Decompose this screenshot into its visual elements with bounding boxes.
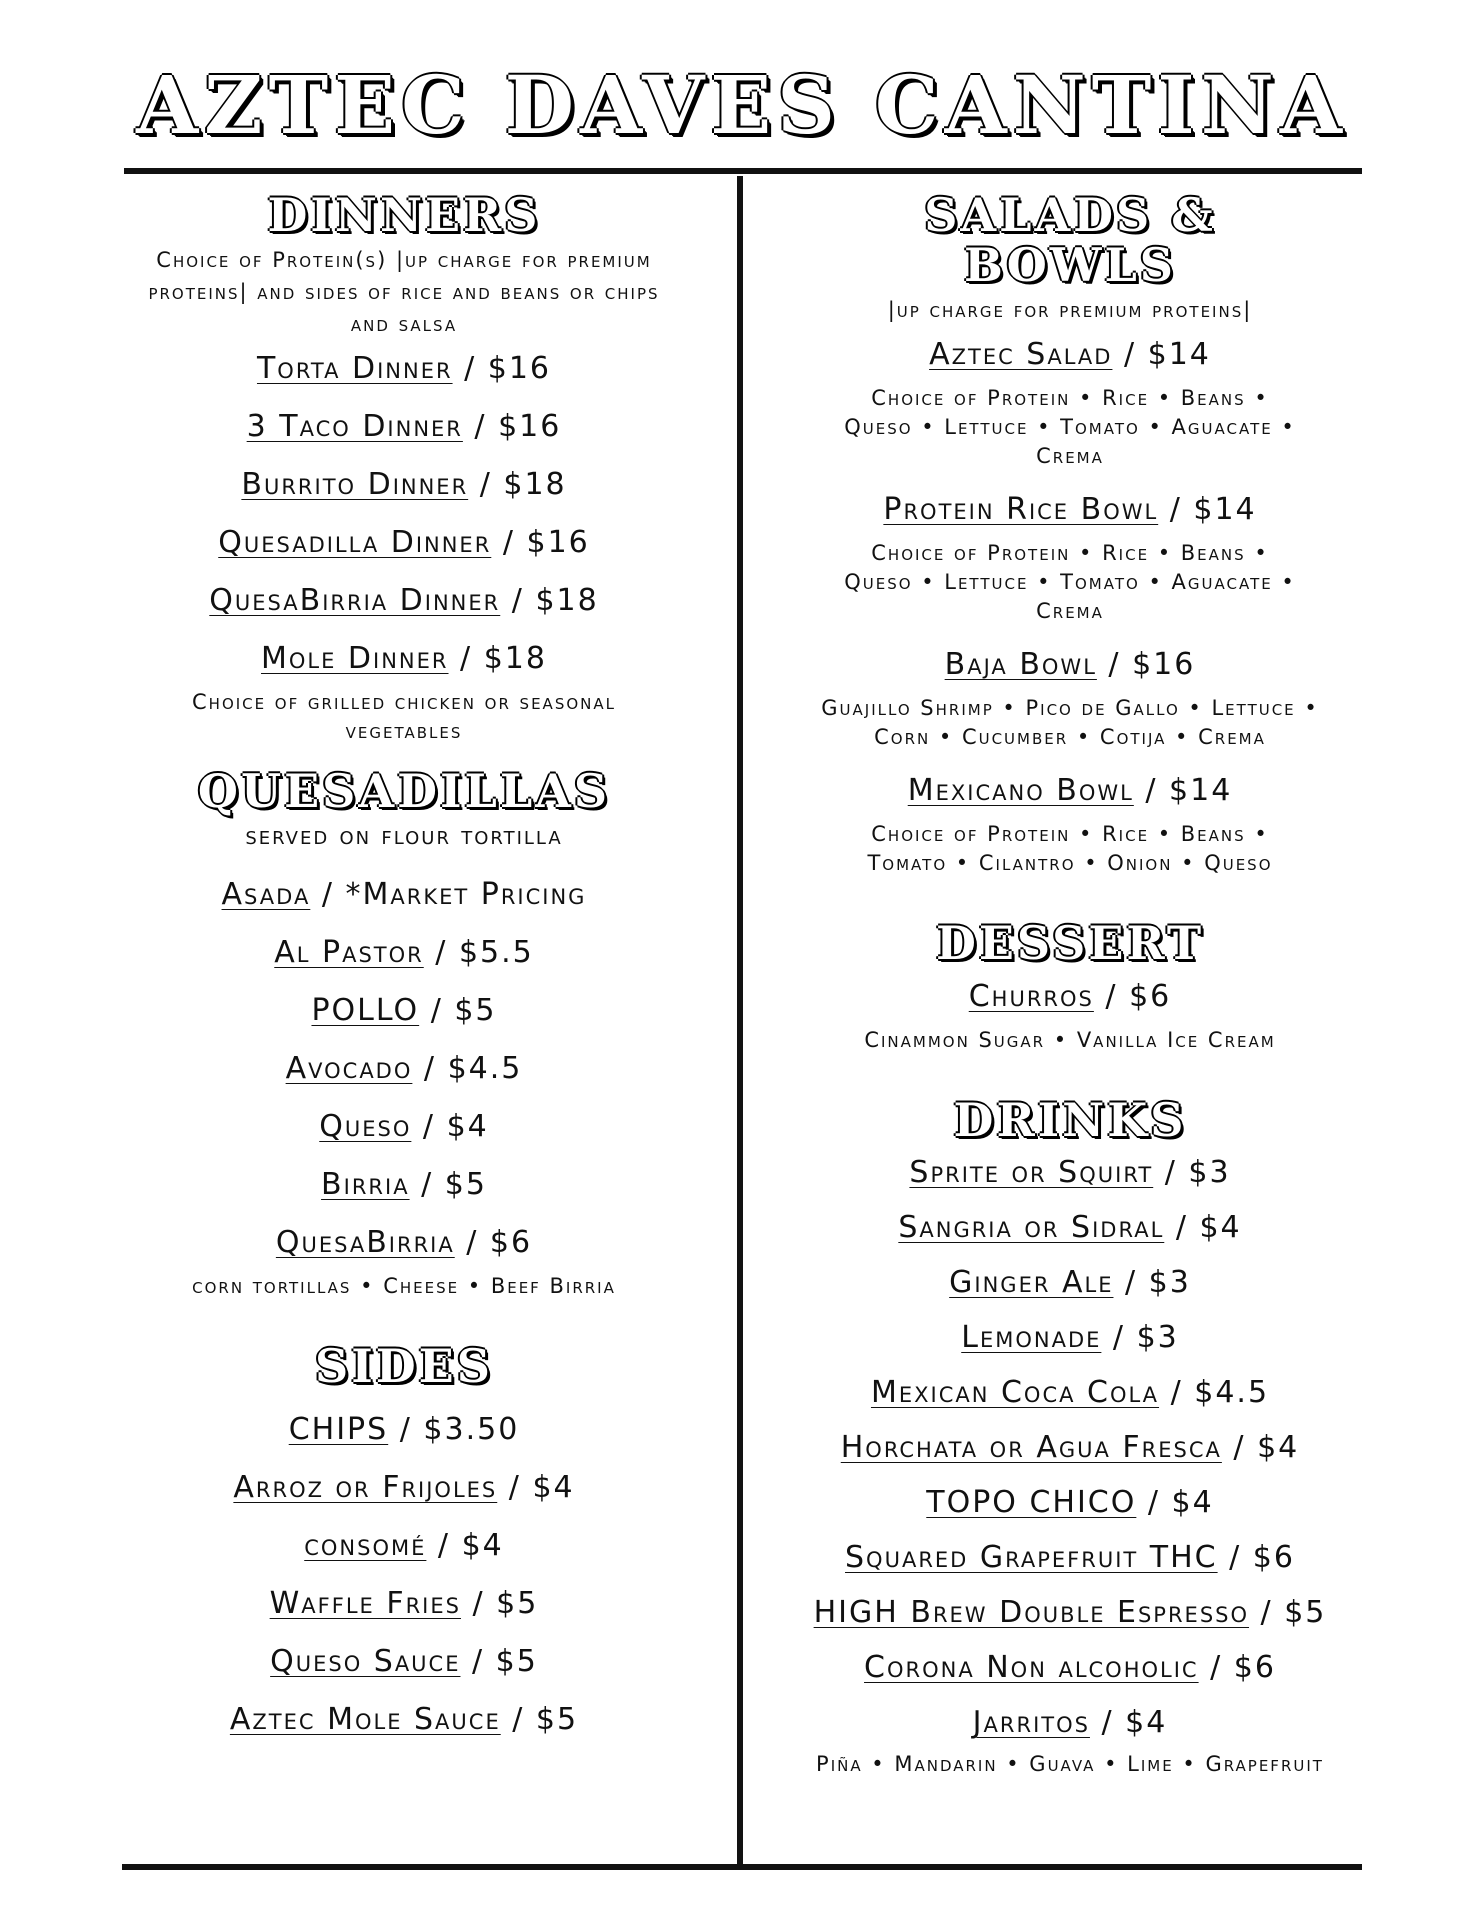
menu-item: POLLO / $5: [311, 993, 497, 1028]
item-price: $4: [1199, 1210, 1242, 1245]
item-price: $5.5: [458, 935, 534, 970]
salads-note: |up charge for premium proteins|: [887, 298, 1253, 322]
menu-item: Quesadilla Dinner / $16: [218, 525, 590, 560]
item-name: 3 Taco Dinner: [246, 409, 463, 444]
dessert-heading: DESSERT: [935, 916, 1205, 970]
item-name: Squared Grapefruit THC: [845, 1540, 1218, 1575]
item-price: $14: [1193, 492, 1257, 527]
quesadillas-section: [124, 766, 684, 1301]
item-price: $6: [1129, 979, 1172, 1014]
item-price: $4: [1171, 1485, 1214, 1520]
item-name: Protein Rice Bowl: [883, 492, 1159, 527]
item-name: consomé: [304, 1528, 427, 1563]
menu-item: Baja Bowl / $16: [944, 647, 1196, 682]
item-price: $6: [1252, 1540, 1295, 1575]
item-name: Lemonade: [961, 1320, 1102, 1355]
item-price: *Market Pricing: [345, 877, 587, 912]
item-price: $4: [1125, 1705, 1168, 1740]
item-price: $18: [503, 467, 567, 502]
item-name: Birria: [321, 1167, 410, 1202]
menu-item: Burrito Dinner / $18: [241, 467, 567, 502]
item-price: $16: [498, 409, 562, 444]
item-name: Waffle Fries: [269, 1586, 461, 1621]
item-name: Churros: [968, 979, 1094, 1014]
dinners-heading: DINNERS: [267, 188, 541, 242]
menu-title: AZTEC DAVES CANTINA: [136, 58, 1348, 152]
item-price: $3: [1188, 1155, 1231, 1190]
left-column: [124, 190, 684, 1749]
item-name: Aztec Mole Sauce: [229, 1702, 501, 1737]
item-name: Mole Dinner: [261, 641, 449, 676]
item-name: Asada: [221, 877, 311, 912]
item-price: $18: [535, 583, 599, 618]
item-price: $18: [483, 641, 547, 676]
dinners-note: Choice of Protein(s) |up charge for premium proteins| and sides of rice and beans or chips and salsa: [148, 248, 660, 336]
menu-item: QuesaBirria / $6: [275, 1225, 533, 1260]
item-price: $16: [487, 351, 552, 386]
menu-item: Arroz or Frijoles / $4: [233, 1470, 575, 1505]
menu-item: Lemonade / $3: [961, 1320, 1179, 1355]
item-name: Torta Dinner: [256, 351, 453, 386]
item-price: $6: [489, 1225, 533, 1260]
menu-item: CHIPS / $3.50: [288, 1412, 520, 1447]
item-price: $16: [1132, 647, 1196, 682]
item-name: Sprite or Squirt: [909, 1155, 1154, 1190]
menu-item: Churros / $6: [968, 979, 1172, 1014]
quesadillas-note: served on flour tortilla: [245, 821, 563, 851]
item-name: CHIPS: [288, 1412, 389, 1447]
menu-item: Birria / $5: [321, 1167, 487, 1202]
menu-item: Squared Grapefruit THC / $6: [845, 1540, 1295, 1575]
item-price: $14: [1169, 773, 1233, 808]
item-name: Corona Non alcoholic: [864, 1650, 1199, 1685]
menu-item: Queso Sauce / $5: [270, 1644, 538, 1679]
item-price: $4: [532, 1470, 575, 1505]
item-name: Avocado: [285, 1051, 413, 1086]
item-name: POLLO: [311, 993, 420, 1028]
menu-item: Asada / *Market Pricing: [221, 877, 587, 912]
item-price: $16: [526, 525, 590, 560]
salads-bowls-section: [780, 190, 1360, 878]
item-name: Horchata or Agua Fresca: [840, 1430, 1222, 1465]
menu-item: Torta Dinner / $16: [256, 351, 552, 386]
bowls-heading: BOWLS: [963, 238, 1177, 292]
menu-item: Aztec Salad / $14: [929, 337, 1211, 372]
item-name: Ginger Ale: [949, 1265, 1114, 1300]
item-description: Choice of Protein • Rice • Beans • Tomato • Cilantro • Onion • Queso: [867, 822, 1273, 875]
menu-item: Sangria or Sidral / $4: [898, 1210, 1242, 1245]
sides-heading: SIDES: [315, 1339, 493, 1393]
drinks-section: [780, 1095, 1360, 1779]
menu-item: Protein Rice Bowl / $14: [883, 492, 1257, 527]
item-price: $14: [1147, 337, 1211, 372]
top-divider: [124, 168, 1362, 174]
right-column: [780, 190, 1360, 1789]
item-description: Choice of Protein • Rice • Beans • Queso • Lettuce • Tomato • Aguacate • Crema: [844, 386, 1296, 468]
column-divider: [737, 176, 743, 1866]
item-price: $4: [461, 1528, 504, 1563]
item-name: TOPO CHICO: [926, 1485, 1137, 1520]
item-price: $5: [495, 1644, 538, 1679]
item-description: Choice of Protein • Rice • Beans • Queso • Lettuce • Tomato • Aguacate • Crema: [844, 541, 1296, 623]
item-price: $4: [446, 1109, 489, 1144]
dinners-section: [124, 190, 684, 746]
menu-item: Horchata or Agua Fresca / $4: [840, 1430, 1300, 1465]
item-price: $5: [454, 993, 497, 1028]
item-name: Arroz or Frijoles: [233, 1470, 498, 1505]
item-name: Burrito Dinner: [241, 467, 469, 502]
item-price: $6: [1233, 1650, 1276, 1685]
item-price: $5: [1284, 1595, 1327, 1630]
drinks-heading: DRINKS: [953, 1093, 1187, 1147]
item-name: Baja Bowl: [944, 647, 1097, 682]
item-price: $3.50: [423, 1412, 520, 1447]
item-name: Queso Sauce: [270, 1644, 461, 1679]
menu-item: Ginger Ale / $3: [949, 1265, 1191, 1300]
item-name: Queso: [319, 1109, 412, 1144]
item-name: HIGH Brew Double Espresso: [813, 1595, 1250, 1630]
menu-item: Sprite or Squirt / $3: [909, 1155, 1231, 1190]
menu-item: Mexican Coca Cola / $4.5: [870, 1375, 1270, 1410]
item-description: Choice of grilled chicken or seasonal vegetables: [192, 690, 616, 743]
item-name: Jarritos: [972, 1705, 1090, 1740]
item-price: $4: [1257, 1430, 1300, 1465]
item-price: $5: [535, 1702, 579, 1737]
item-price: $3: [1148, 1265, 1191, 1300]
salads-heading: SALADS &: [924, 188, 1216, 242]
item-description: Guajillo Shrimp • Pico de Gallo • Lettuce • Corn • Cucumber • Cotija • Crema: [821, 696, 1319, 749]
item-name: QuesaBirria: [275, 1225, 455, 1260]
quesadillas-heading: QUESADILLAS: [197, 764, 611, 818]
menu-item: consomé / $4: [304, 1528, 504, 1563]
item-name: Mexican Coca Cola: [870, 1375, 1160, 1410]
item-name: Sangria or Sidral: [898, 1210, 1165, 1245]
item-name: Aztec Salad: [929, 337, 1113, 372]
item-description: corn tortillas • Cheese • Beef Birria: [192, 1274, 616, 1298]
menu-item: Mexicano Bowl / $14: [907, 773, 1233, 808]
menu-item: 3 Taco Dinner / $16: [246, 409, 562, 444]
item-name: Quesadilla Dinner: [218, 525, 492, 560]
menu-item: HIGH Brew Double Espresso / $5: [813, 1595, 1327, 1630]
item-price: $4.5: [447, 1051, 523, 1086]
item-description: Piña • Mandarin • Guava • Lime • Grapefruit: [816, 1752, 1324, 1776]
menu-item: Corona Non alcoholic / $6: [864, 1650, 1276, 1685]
item-name: Al Pastor: [274, 935, 424, 970]
menu-item: Avocado / $4.5: [285, 1051, 523, 1086]
menu-item: Al Pastor / $5.5: [274, 935, 534, 970]
menu-item: Mole Dinner / $18: [261, 641, 547, 676]
menu-item: TOPO CHICO / $4: [926, 1485, 1214, 1520]
dessert-section: [780, 918, 1360, 1055]
menu-item: Queso / $4: [319, 1109, 489, 1144]
sides-section: [124, 1341, 684, 1749]
item-price: $4.5: [1194, 1375, 1270, 1410]
menu-item: QuesaBirria Dinner / $18: [209, 583, 599, 618]
menu-item: Aztec Mole Sauce / $5: [229, 1702, 579, 1737]
bottom-divider: [122, 1864, 1362, 1870]
item-name: Mexicano Bowl: [907, 773, 1134, 808]
item-price: $3: [1136, 1320, 1179, 1355]
menu-item: Jarritos / $4: [972, 1705, 1168, 1740]
item-description: Cinammon Sugar • Vanilla Ice Cream: [864, 1028, 1276, 1052]
item-name: QuesaBirria Dinner: [209, 583, 501, 618]
menu-item: Waffle Fries / $5: [269, 1586, 539, 1621]
item-price: $5: [496, 1586, 539, 1621]
item-price: $5: [444, 1167, 487, 1202]
